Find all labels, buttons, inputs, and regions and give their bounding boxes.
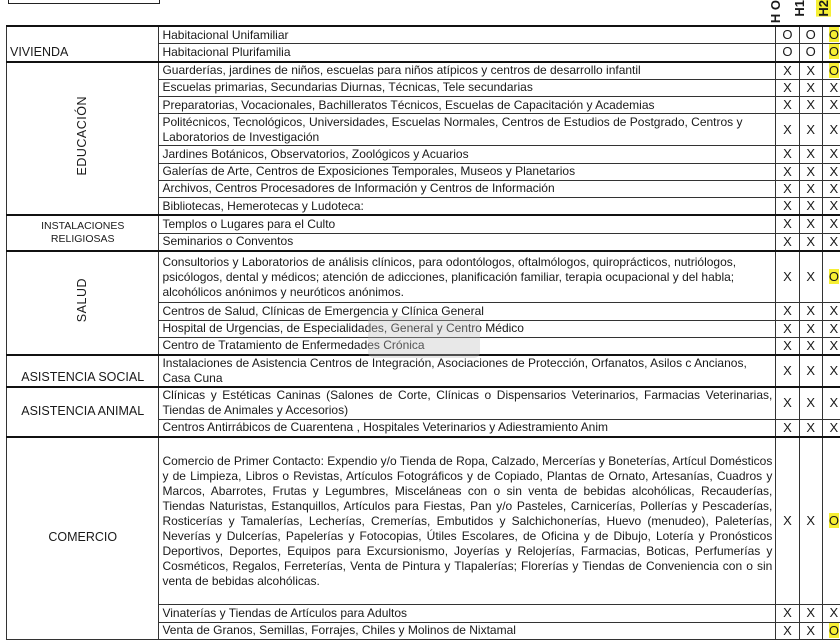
mark-h2: X [822,355,840,387]
mark-h2: X [822,215,840,233]
column-header-h2: H2 [816,0,831,20]
mark-h1: X [799,146,822,163]
category-salud: SALUD [7,251,159,355]
mark-h2: X [822,605,840,622]
row-description: Hospital de Urgencias, de Especialidades, General y Centro Médico [159,320,776,337]
row-description: Instalaciones de Asistencia Centros de Integración, Asociaciones de Protección, Orfanatos, Asilos c Ancianos, Casa Cuna [159,355,776,387]
mark-h2: X [822,337,840,355]
mark-h2: X [822,233,840,251]
mark-h2: X [822,419,840,437]
mark-h2: O [822,622,840,639]
row-description: Guarderías, jardines de niños, escuelas para niños atípicos y centros de desarrollo infantil [159,62,776,80]
mark-h1: X [799,387,822,419]
mark-h2: O [822,44,840,62]
mark-h1: O [799,44,822,62]
mark-ho: X [776,198,799,216]
mark-h1: X [799,79,822,96]
mark-h2: O [822,251,840,303]
row-description: Centros Antirrábicos de Cuarentena , Hospitales Veterinarios y Adiestramiento Anim [159,419,776,437]
mark-h1: X [799,198,822,216]
mark-ho: X [776,114,799,146]
mark-ho: X [776,622,799,639]
mark-ho: X [776,233,799,251]
mark-h2: O [822,62,840,80]
mark-h1: X [799,605,822,622]
category-asistencia-social: ASISTENCIA SOCIAL [7,355,159,387]
mark-h2: X [822,146,840,163]
category-educacion: EDUCACIÓN [7,62,159,216]
mark-ho: X [776,215,799,233]
mark-h1: X [799,355,822,387]
mark-h1: X [799,180,822,197]
mark-h2: X [822,198,840,216]
mark-h1: X [799,303,822,320]
mark-ho: X [776,97,799,114]
row-description: Habitacional Plurifamilia [159,44,776,62]
mark-ho: X [776,605,799,622]
mark-h2: X [822,387,840,419]
mark-h2: X [822,163,840,180]
category-instalaciones-religiosas: INSTALACIONES RELIGIOSAS [7,215,159,251]
mark-h1: X [799,437,822,605]
row-description: Centro de Tratamiento de Enfermedades Crónica [159,337,776,355]
table-row [7,437,840,605]
column-header-ho: H O [768,0,798,26]
mark-h1: X [799,163,822,180]
mark-h2: X [822,97,840,114]
mark-ho: O [776,26,799,44]
mark-h2: O [822,437,840,605]
mark-h1: X [799,320,822,337]
row-description: Vinaterías y Tiendas de Artículos para Adultos [159,605,776,622]
category-vivienda: VIVIENDA [7,26,159,62]
header-box [8,0,160,4]
mark-h1: X [799,215,822,233]
mark-ho: X [776,180,799,197]
row-description: Seminarios o Conventos [159,233,776,251]
land-use-table [6,25,840,640]
mark-ho: X [776,355,799,387]
mark-ho: X [776,146,799,163]
row-description: Escuelas primarias, Secundarias Diurnas, Técnicas, Tele secundarias [159,79,776,96]
mark-ho: X [776,337,799,355]
row-description: Centros de Salud, Clínicas de Emergencia y Clínica General [159,303,776,320]
row-description: Consultorios y Laboratorios de análisis clínicos, para odontólogos, oftalmólogos, quiroprácticos, nutriólogos, psicólogos, dental y médicos; atención de adicciones, planificación familiar, terapia ocupacional y del habla; alcohólicos anónimos y neuróticos anónimos. [159,251,776,303]
row-description: Preparatorias, Vocacionales, Bachilleratos Técnicos, Escuelas de Capacitación y Academias [159,97,776,114]
mark-ho: O [776,44,799,62]
category-asistencia-animal: ASISTENCIA ANIMAL [7,387,159,437]
mark-ho: X [776,320,799,337]
table-row [7,62,840,80]
mark-h1: O [799,26,822,44]
mark-ho: X [776,62,799,80]
mark-h2: X [822,180,840,197]
table-row [7,215,840,233]
row-description: Venta de Granos, Semillas, Forrajes, Chiles y Molinos de Nixtamal [159,622,776,639]
mark-ho: X [776,251,799,303]
mark-ho: X [776,387,799,419]
mark-ho: X [776,303,799,320]
mark-h1: X [799,251,822,303]
mark-h2: X [822,303,840,320]
table-row [7,355,840,387]
mark-h1: X [799,97,822,114]
table-row [7,387,840,419]
mark-ho: X [776,437,799,605]
row-description: Habitacional Unifamiliar [159,26,776,44]
row-description: Bibliotecas, Hemerotecas y Ludoteca: [159,198,776,216]
column-header-h1: H1 [792,0,807,20]
mark-h1: X [799,419,822,437]
mark-h1: X [799,233,822,251]
mark-ho: X [776,163,799,180]
row-description: Templos o Lugares para el Culto [159,215,776,233]
mark-h2: X [822,114,840,146]
mark-h2: O [822,26,840,44]
table-row [7,251,840,303]
row-description: Politécnicos, Tecnológicos, Universidades, Escuelas Normales, Centros de Estudios de Postgrado, Centros y Laboratorios de Investigación [159,114,776,146]
category-comercio: COMERCIO [7,437,159,640]
row-description: Archivos, Centros Procesadores de Información y Centros de Información [159,180,776,197]
row-description: Comercio de Primer Contacto: Expendio y/o Tienda de Ropa, Calzado, Mercerías y Boneterías, Artícul Domésticos y de Limpieza, Libros o Revistas, Artículos Fotográficos y de Copiado, Plantas de Ornato, Artesanías, Cuadros y Marcos, Abarrotes, Frutas y Legumbres, Misceláneas con o sin venta de bebidas alcohólicas, Recauderías, Tiendas Naturistas, Estanquillos, Artículos para Fiestas, Pan y/o Pasteles, Carnicerías, Pollerías y Pescaderías, Rosticerías y Tamalerías, Lecherías, Cremerías, Embutidos y Salchichonerías, Huevo (menudeo), Paleterías, Neverías y Dulcerías, Papelerías y Fotocopias, Útiles Escolares, de Oficina y de Dibujo, Lotería y Pronósticos Deportivos, Deportes, Equipos para Excursionismo, Joyerías y Relojerías, Farmacias, Boticas, Perfumerías y Cosméticos, Regalos, Ferreterías, Venta de Pintura y Tlapalerías; Florerías y Tiendas de Conveniencia con o sin venta de bebidas alcohólicas. [159,437,776,605]
table-row [7,26,840,44]
row-description: Clínicas y Estéticas Caninas (Salones de Corte, Clínicas o Dispensarios Veterinarios, Farmacias Veterinarias, Tiendas de Animales y Accesorios) [159,387,776,419]
mark-h1: X [799,622,822,639]
mark-h2: X [822,320,840,337]
row-description: Galerías de Arte, Centros de Exposiciones Temporales, Museos y Planetarios [159,163,776,180]
mark-h2: X [822,79,840,96]
mark-ho: X [776,419,799,437]
mark-ho: X [776,79,799,96]
row-description: Jardines Botánicos, Observatorios, Zoológicos y Acuarios [159,146,776,163]
mark-h1: X [799,62,822,80]
mark-h1: X [799,114,822,146]
mark-h1: X [799,337,822,355]
